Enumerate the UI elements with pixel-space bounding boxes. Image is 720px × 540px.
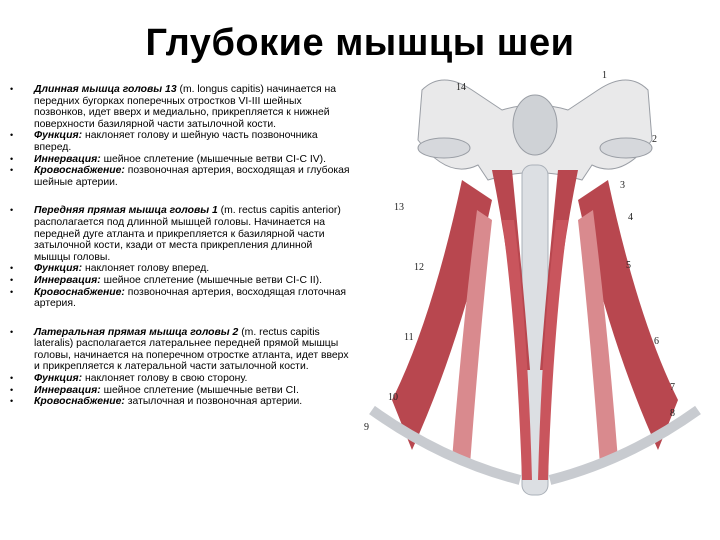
bullet-item [8, 385, 350, 397]
bullet-glyph: • [10, 130, 14, 141]
bullet-glyph: • [10, 165, 14, 176]
body-text: шейное сплетение (мышечные ветви CI-C IV). [103, 153, 326, 165]
bullet-item [8, 84, 350, 130]
figure-label: 1 [602, 70, 607, 81]
deep-neck-muscles-figure [352, 70, 718, 510]
bullet-glyph: • [10, 326, 14, 337]
body-text: (m. rectus capitis anterior) располагается под длинной мышцей головы. Начинается на передней дуге атланта и прикрепляется к базилярной части затылочной кости, кзади от места прикрепления длинной мышцы головы. [34, 205, 341, 263]
rib-right [550, 410, 698, 480]
term-label: Кровоснабжение: [34, 286, 128, 298]
bullet-item [8, 373, 350, 385]
foramen-magnum [513, 95, 557, 155]
bullet-glyph: • [10, 384, 14, 395]
body-text: затылочная и позвоночная артерии. [127, 396, 303, 408]
figure-label: 6 [654, 336, 659, 347]
term-label: Кровоснабжение: [34, 396, 128, 408]
bullet-glyph: • [10, 396, 14, 407]
body-text: наклоняет голову в свою сторону. [84, 373, 248, 385]
term-label: Функция: [34, 263, 85, 275]
bullet-glyph: • [10, 84, 14, 94]
bullet-glyph: • [10, 274, 14, 285]
bullet-item [8, 165, 350, 188]
bullet-item [8, 287, 350, 310]
bullet-item [8, 263, 350, 275]
term-label: Иннервация: [34, 153, 104, 165]
term-label: Функция: [34, 130, 85, 142]
bullet-glyph: • [10, 286, 14, 297]
bullet-glyph: • [10, 153, 14, 164]
body-text: наклоняет голову вперед. [84, 263, 210, 275]
body-text: позвоночная артерия, восходящая и глубокая шейные артерии. [34, 165, 350, 188]
body-text: (m. longus capitis) начинается на передних бугорках поперечных отростков VI-III шейных позвонков, идет вверх и медиально, прикрепляется к нижней поверхности базилярной части затылочной кости. [34, 84, 337, 130]
paragraph-gap [8, 310, 350, 327]
figure-label: 11 [404, 332, 414, 343]
term-label: Иннервация: [34, 384, 104, 396]
figure-label: 5 [626, 260, 631, 271]
figure-label: 10 [388, 392, 398, 403]
body-text: позвоночная артерия, восходящая глоточная артерия. [34, 286, 347, 310]
text-column [8, 84, 350, 524]
term-label: Передняя прямая мышца головы 1 [34, 205, 221, 217]
bullet-glyph: • [10, 263, 14, 274]
figure-label: 14 [456, 82, 466, 93]
figure-label: 3 [620, 180, 625, 191]
bullet-glyph: • [10, 205, 14, 216]
term-label: Длинная мышца головы 13 [34, 84, 180, 95]
page-title: Глубокие мышцы шеи [145, 22, 575, 64]
term-label: Функция: [34, 373, 85, 385]
bullet-item [8, 275, 350, 287]
anatomy-illustration [352, 70, 718, 510]
rib-left [372, 410, 520, 480]
bullet-item [8, 154, 350, 166]
term-label: Кровоснабжение: [34, 165, 128, 177]
figure-label: 12 [414, 262, 424, 273]
bullet-item [8, 396, 350, 408]
figure-label: 2 [652, 134, 657, 145]
condyle-right [600, 138, 652, 158]
term-label: Иннервация: [34, 274, 104, 286]
bullet-item [8, 130, 350, 153]
bullet-glyph: • [10, 373, 14, 384]
condyle-left [418, 138, 470, 158]
figure-label: 8 [670, 408, 675, 419]
bullet-item [8, 205, 350, 263]
paragraph-gap [8, 188, 350, 205]
figure-label: 7 [670, 382, 675, 393]
term-label: Латеральная прямая мышца головы 2 [34, 326, 242, 338]
body-text: шейное сплетение (мышечные ветви CI-C II). [103, 274, 322, 286]
bullet-item [8, 327, 350, 373]
figure-label: 9 [364, 422, 369, 433]
figure-label: 13 [394, 202, 404, 213]
body-text: (m. rectus capitis lateralis) располагается латеральнее передней прямой мышцы головы, начинается на поперечном отростке атланта, идет вверх и прикрепляется к латеральной части затылочной кости. [34, 326, 349, 373]
figure-label: 4 [628, 212, 633, 223]
body-text: шейное сплетение (мышечные ветви CI. [103, 384, 299, 396]
body-text: наклоняет голову и шейную часть позвоночника вперед. [34, 130, 318, 153]
